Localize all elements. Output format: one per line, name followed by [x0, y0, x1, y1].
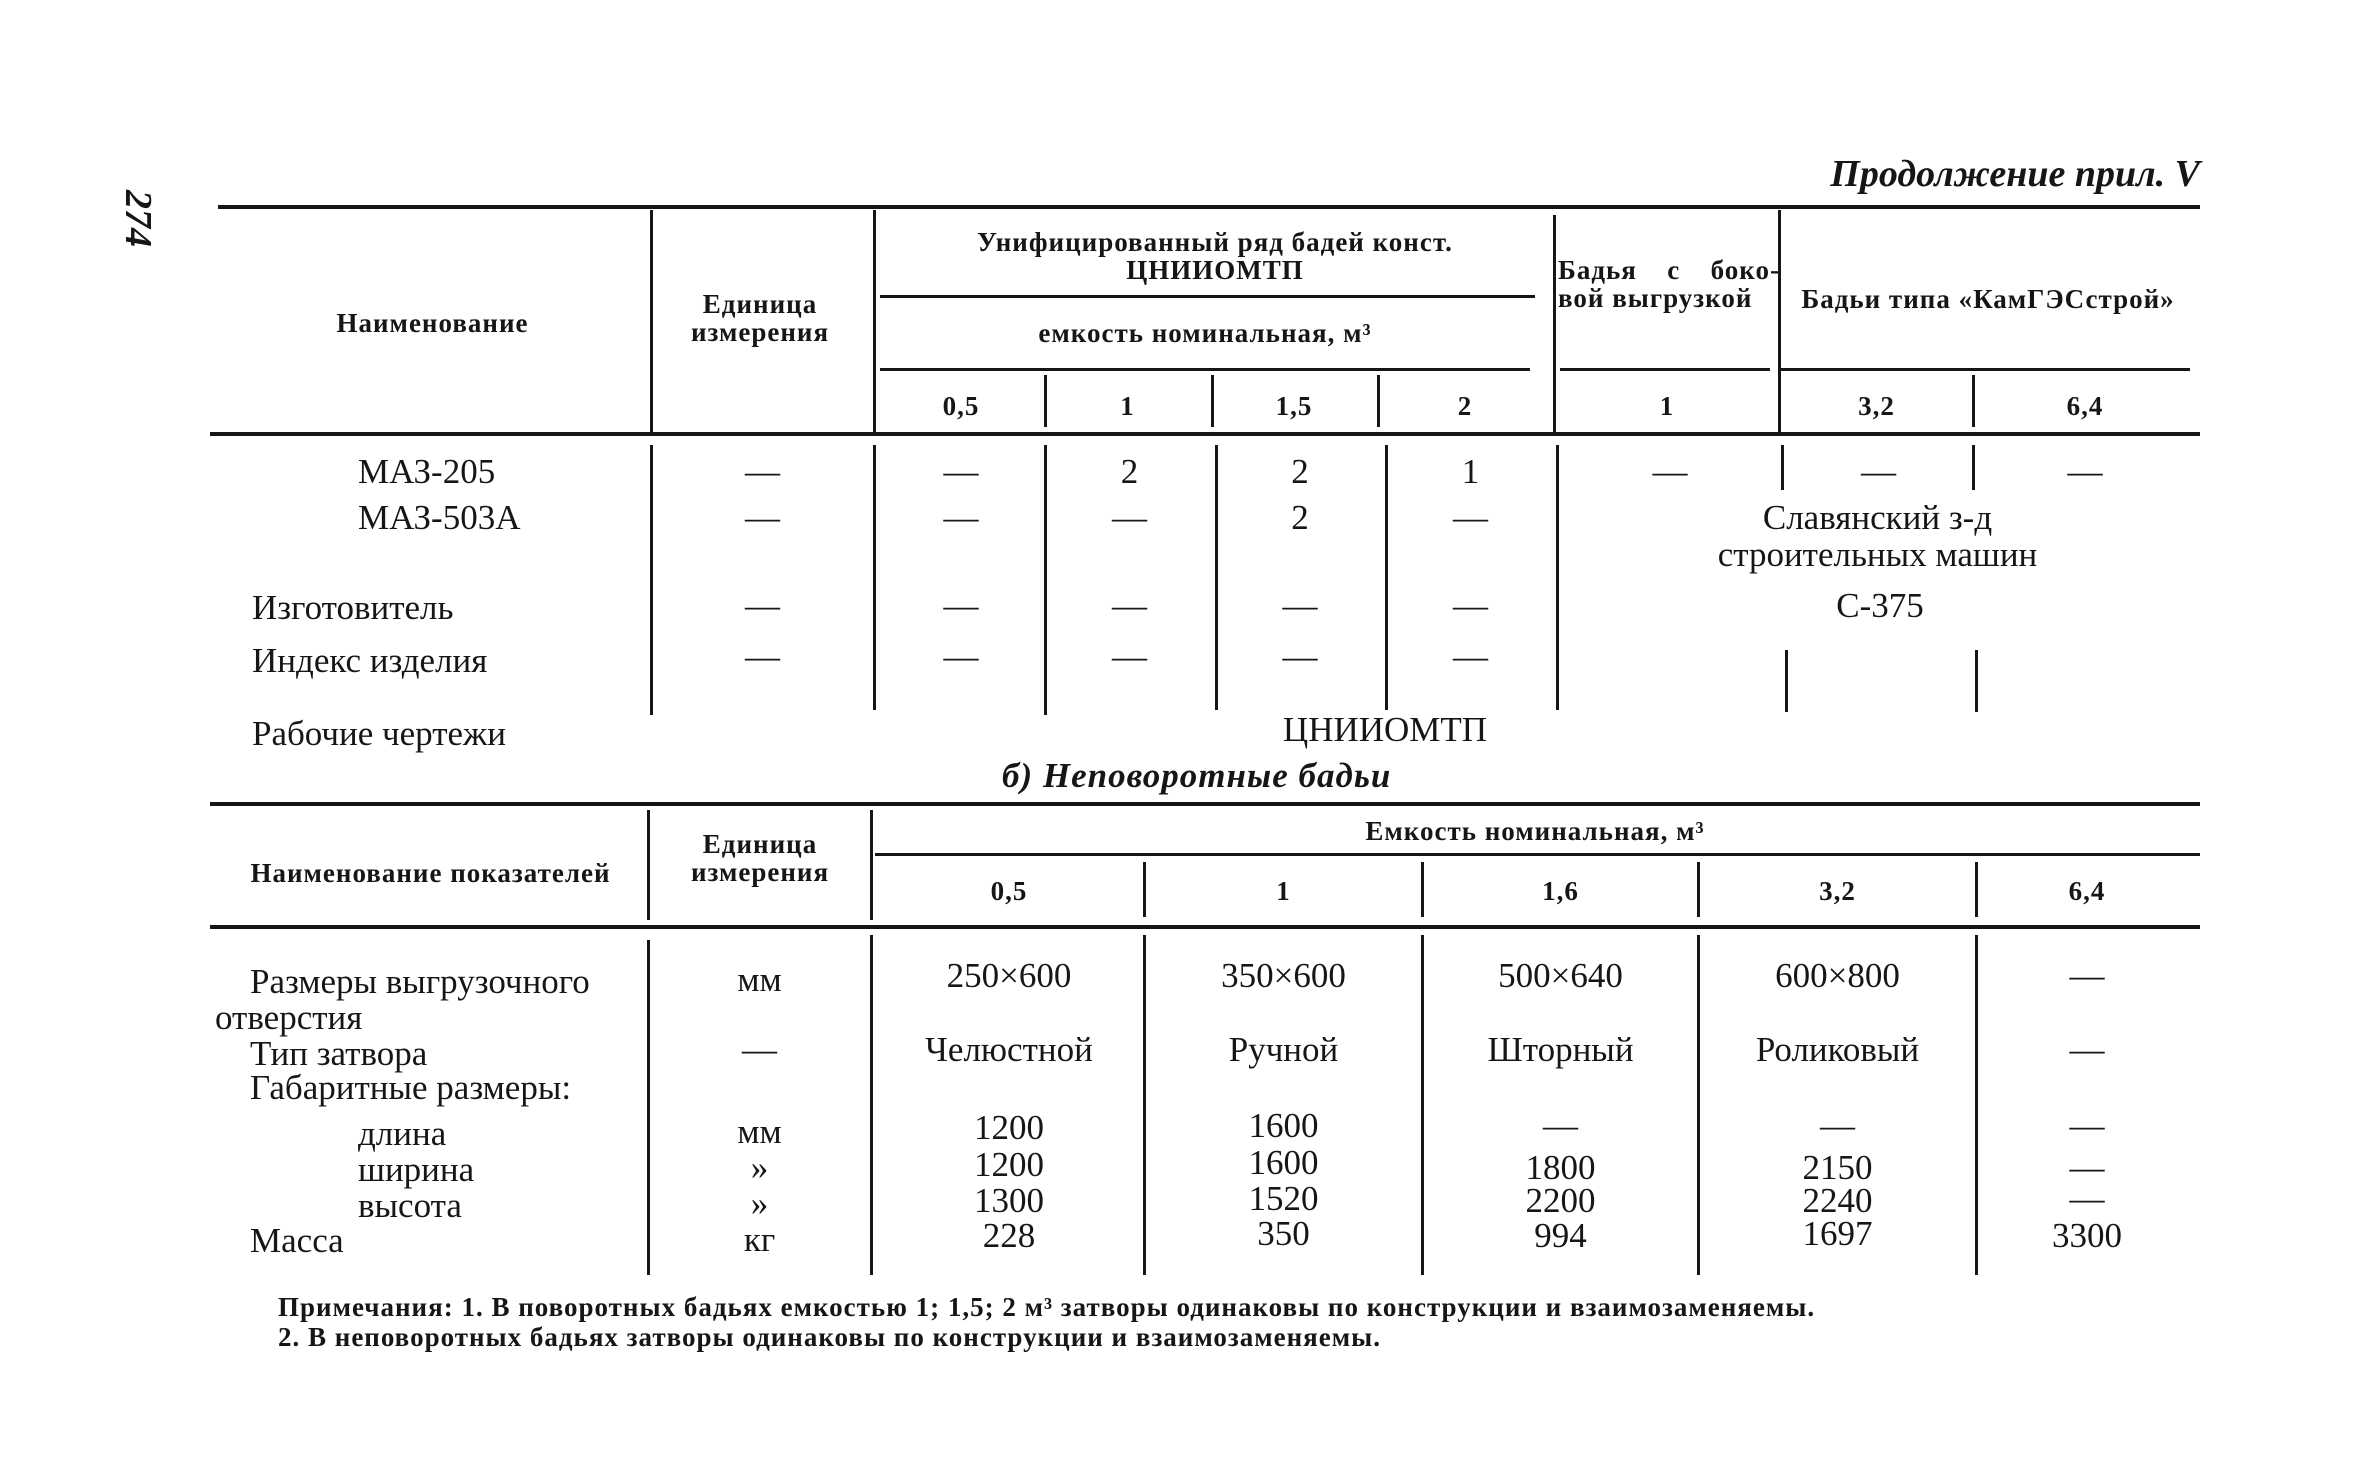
t2-cell: 228 — [982, 1216, 1036, 1255]
t2-header-name: Наименование показателей — [250, 858, 611, 888]
t1-row-name: МАЗ-205 — [358, 452, 496, 491]
t1-manufacturer-line1: Славянский з-д — [1762, 498, 1993, 537]
t1-cell: — — [1453, 586, 1488, 625]
t2-cell: Челюстной — [925, 1030, 1093, 1069]
t1-drawings: ЦНИИОМТП — [1282, 710, 1488, 749]
t2-cap: 3,2 — [1819, 876, 1856, 906]
table2-capacity-subrule — [875, 853, 2200, 856]
t1-cell: — — [1861, 452, 1896, 491]
t1-cell: — — [1282, 637, 1318, 676]
t1-cell: 2 — [1120, 452, 1139, 491]
t1-cell: — — [745, 498, 780, 537]
t2-cell: 1600 — [1248, 1143, 1319, 1182]
notes-line2: 2. В неповоротных бадьях затворы одинаковы по конструкции и взаимозаменяемы. — [278, 1322, 1381, 1352]
t2-cell: мм — [737, 960, 782, 999]
t2-cell: 350 — [1257, 1214, 1310, 1253]
t2-row-name-cont: отверстия — [215, 998, 363, 1037]
t1-header-side-discharge: Бадья с боко- вой выгрузкой — [1558, 255, 1780, 313]
t2-cap: 6,4 — [2068, 876, 2106, 906]
t1-header-name: Наименование — [336, 308, 529, 338]
t2-cell: 2150 — [1802, 1148, 1873, 1187]
t2-cell: 2200 — [1525, 1181, 1596, 1220]
t1-cap: 1,5 — [1275, 391, 1313, 421]
t2-cell: Шторный — [1487, 1030, 1634, 1069]
t1-vline — [873, 210, 876, 432]
t2-cell: — — [2069, 1148, 2105, 1187]
t1-cap: 0,5 — [942, 391, 980, 421]
t2-cell: 2240 — [1802, 1181, 1873, 1220]
t1-cap: 6,4 — [2066, 391, 2104, 421]
t1-cell: — — [943, 586, 979, 625]
t2-vline — [647, 940, 650, 1275]
t1-cell: — — [745, 452, 780, 491]
t2-cell: — — [1820, 1106, 1855, 1145]
t1-cell: — — [943, 498, 979, 537]
t1-cell: 2 — [1291, 452, 1309, 491]
table1-subrule-side — [1560, 368, 1770, 371]
table1-subrule-unified — [880, 295, 1535, 298]
t2-cap: 1,6 — [1542, 876, 1579, 906]
t2-vline — [647, 810, 650, 920]
t1-product-index: С-375 — [1836, 586, 1924, 625]
t2-cap: 1 — [1276, 876, 1291, 906]
t1-cap: 2 — [1457, 391, 1473, 421]
t2-cell: 250×600 — [946, 956, 1072, 995]
t2-cell: 1697 — [1802, 1214, 1873, 1253]
notes-line1: Примечания: 1. В поворотных бадьях емкостью 1; 1,5; 2 м³ затворы одинаковы по конструкции и взаимозаменяемы. — [278, 1292, 1816, 1322]
t2-cell: — — [2069, 1030, 2105, 1069]
t2-cell: 1200 — [974, 1145, 1044, 1184]
t2-vline — [870, 935, 873, 1275]
t1-header-kamges: Бадьи типа «КамГЭСстрой» — [1801, 284, 2175, 314]
t1-row-name: МАЗ-503А — [358, 498, 521, 537]
continuation-title: Продолжение прил. V — [1830, 153, 2200, 195]
t1-header-unified-series: Унифицированный ряд бадей конст. ЦНИИОМТП — [977, 227, 1453, 285]
t1-cell: — — [745, 586, 780, 625]
t1-vline — [1556, 445, 1559, 710]
t1-cell: — — [1652, 452, 1688, 491]
t2-cell: 1800 — [1525, 1148, 1596, 1187]
t2-row-name: Масса — [250, 1221, 344, 1260]
t2-cell: 600×800 — [1775, 956, 1900, 995]
t1-vline — [1785, 650, 1788, 712]
t2-header-unit: Единица измерения — [690, 829, 830, 887]
t1-vline — [873, 445, 876, 710]
table1-top-rule — [218, 205, 2200, 209]
t2-cell: — — [2069, 956, 2105, 995]
t2-row-name: Габаритные размеры: — [250, 1068, 572, 1107]
t1-vline — [1781, 445, 1784, 490]
t1-cell: — — [1282, 586, 1318, 625]
t1-cell: 1 — [1461, 452, 1480, 491]
t2-cell: 1520 — [1248, 1179, 1319, 1218]
t2-cell: Роликовый — [1755, 1030, 1920, 1069]
t1-cell: — — [1453, 498, 1488, 537]
table1-subrule-kamges — [1780, 368, 2190, 371]
t2-cell: кг — [743, 1220, 776, 1259]
t2-header-capacity: Емкость номинальная, м³ — [1365, 816, 1705, 846]
table2-top-rule — [210, 802, 2200, 806]
t2-cell: мм — [737, 1112, 782, 1151]
t1-cell: — — [1112, 498, 1147, 537]
t2-cell: 1300 — [974, 1181, 1044, 1220]
t1-cell: — — [1453, 637, 1488, 676]
t2-row-name: Тип затвора — [250, 1034, 428, 1073]
t2-cell: » — [750, 1148, 769, 1187]
t2-cell: 500×640 — [1498, 956, 1623, 995]
t2-cell: — — [2069, 1106, 2105, 1145]
t2-cell: — — [742, 1030, 777, 1069]
t2-cell: 350×600 — [1221, 956, 1346, 995]
t2-row-name: длина — [358, 1114, 447, 1153]
table1-subrule-capacity — [880, 368, 1530, 371]
t1-cap: 3,2 — [1858, 391, 1895, 421]
t1-header-unit: Единица измерения — [690, 289, 830, 347]
t2-cap: 0,5 — [990, 876, 1028, 906]
t2-cell: 1600 — [1248, 1106, 1319, 1145]
t1-cap: 1 — [1120, 391, 1135, 421]
table1-header-bottom-rule — [210, 432, 2200, 436]
t1-row-name: Индекс изделия — [252, 641, 488, 680]
t2-cell: 994 — [1534, 1216, 1587, 1255]
t1-row-name: Рабочие чертежи — [252, 714, 506, 753]
t2-cell: 1200 — [974, 1108, 1044, 1147]
t2-row-name: высота — [358, 1186, 462, 1225]
t2-cell: 3300 — [2052, 1216, 2122, 1255]
t1-vline — [650, 210, 653, 432]
t1-cell: — — [745, 637, 780, 676]
t1-cell: — — [2067, 452, 2103, 491]
t2-cell: — — [1543, 1106, 1578, 1145]
t1-cap: 1 — [1659, 391, 1675, 421]
t2-cell: » — [750, 1184, 769, 1223]
t1-header-capacity-nominal: емкость номинальная, м³ — [1038, 318, 1372, 348]
section-b-title: б) Неповоротные бадьи — [1002, 756, 1392, 795]
page-number: 274 — [117, 190, 159, 247]
t1-row-name: Изготовитель — [252, 588, 454, 627]
t1-vline — [650, 445, 653, 715]
t1-cell: — — [1112, 586, 1147, 625]
t1-cell: 2 — [1291, 498, 1309, 537]
t1-manufacturer-line2: строительных машин — [1717, 535, 2038, 574]
t2-row-name: Размеры выгрузочного — [250, 962, 590, 1001]
t1-cell: — — [943, 452, 979, 491]
t2-cell: Ручной — [1228, 1030, 1339, 1069]
table2-header-bottom-rule — [210, 925, 2200, 929]
t2-vline — [870, 810, 873, 920]
t2-cell: — — [2069, 1179, 2105, 1218]
t1-vline — [1975, 650, 1978, 712]
t2-row-name: ширина — [358, 1150, 475, 1189]
t1-cell: — — [1112, 637, 1147, 676]
t1-cell: — — [943, 637, 979, 676]
